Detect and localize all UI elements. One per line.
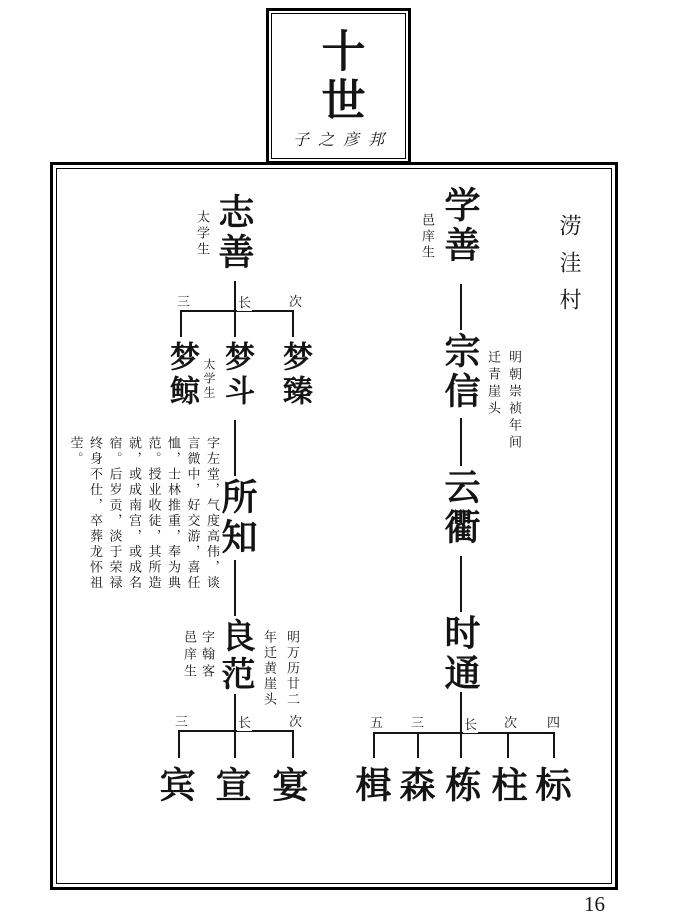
- drop-line: [373, 732, 375, 758]
- birth-order-label: 次: [288, 711, 303, 730]
- birth-order-label: 次: [288, 291, 303, 310]
- connector-line: [234, 281, 236, 311]
- connector-line: [460, 284, 462, 330]
- left-gen4-annotation-right: 明万历廿二年迁黄崖头: [262, 630, 300, 708]
- drop-line: [507, 732, 509, 758]
- drop-line: [417, 732, 419, 758]
- connector-line: [460, 556, 462, 612]
- left-gen5-name: 宾: [155, 766, 195, 806]
- right-gen5-name: 楫: [351, 766, 391, 806]
- birth-order-label: 五: [369, 712, 384, 731]
- birth-order-label: 四: [546, 712, 561, 731]
- left-gen2-middle-annotation: 太学生: [202, 358, 216, 400]
- drop-line: [292, 730, 294, 758]
- left-gen3-name: 所知: [217, 478, 257, 558]
- right-gen1-name: 学善: [440, 186, 480, 266]
- birth-order-label: 长: [237, 712, 252, 731]
- drop-line: [553, 732, 555, 758]
- page-number: 16: [584, 892, 605, 916]
- left-gen3-biography: 字左堂，气度高伟，谈言微中，好交游，喜任恤，士林推重，奉为典范。授业收徒，其所造就，或成南宫，或成名宿。后岁贡，淡于荣禄终身不仕，卒葬龙怀祖茔。: [68, 436, 220, 591]
- drop-line: [234, 730, 236, 758]
- birth-order-label: 三: [174, 711, 189, 730]
- drop-line: [178, 730, 180, 758]
- right-gen3-name: 云衢: [440, 468, 480, 548]
- birth-order-label: 三: [176, 291, 191, 310]
- birth-order-label: 长: [463, 714, 478, 733]
- right-gen5-name: 标: [531, 766, 571, 806]
- right-gen1-annotation: 邑庠生: [420, 213, 435, 261]
- right-gen5-name: 森: [395, 766, 435, 806]
- birth-order-label: 次: [503, 712, 518, 731]
- left-gen2-name: 梦斗: [220, 341, 253, 409]
- right-gen4-name: 时通: [440, 614, 480, 694]
- connector-line: [460, 418, 462, 466]
- village-label: 涝洼村: [557, 214, 582, 325]
- left-gen1-name: 志善: [214, 193, 254, 273]
- generation-title: 十世: [314, 28, 364, 126]
- connector-line: [234, 560, 236, 616]
- generation-header-box: [266, 8, 411, 164]
- generation-subtitle: 子之彦邦: [292, 132, 393, 149]
- connector-line: [234, 420, 236, 476]
- right-gen5-name: 栋: [441, 766, 481, 806]
- connector-line: [460, 692, 462, 758]
- birth-order-label: 长: [237, 292, 252, 311]
- birth-order-label: 三: [410, 712, 425, 731]
- left-gen4-name: 良范: [216, 618, 253, 694]
- drop-line: [292, 310, 294, 337]
- left-gen5-name: 宣: [211, 766, 251, 806]
- connector-line: [234, 694, 236, 732]
- left-gen4-annotation-left: 字翰客邑庠生: [182, 630, 215, 681]
- left-gen5-name: 宴: [268, 766, 308, 806]
- left-gen2-name: 梦臻: [278, 341, 311, 409]
- drop-line: [234, 310, 236, 337]
- drop-line: [180, 310, 182, 337]
- left-gen1-annotation: 太学生: [195, 210, 210, 258]
- right-gen2-name: 宗信: [440, 332, 480, 412]
- right-gen2-annotation: 明朝崇祯年间迁青崖头: [486, 350, 522, 452]
- header-inner-border: [271, 13, 406, 159]
- right-gen5-name: 柱: [487, 766, 527, 806]
- left-gen2-name: 梦鲸: [165, 341, 198, 409]
